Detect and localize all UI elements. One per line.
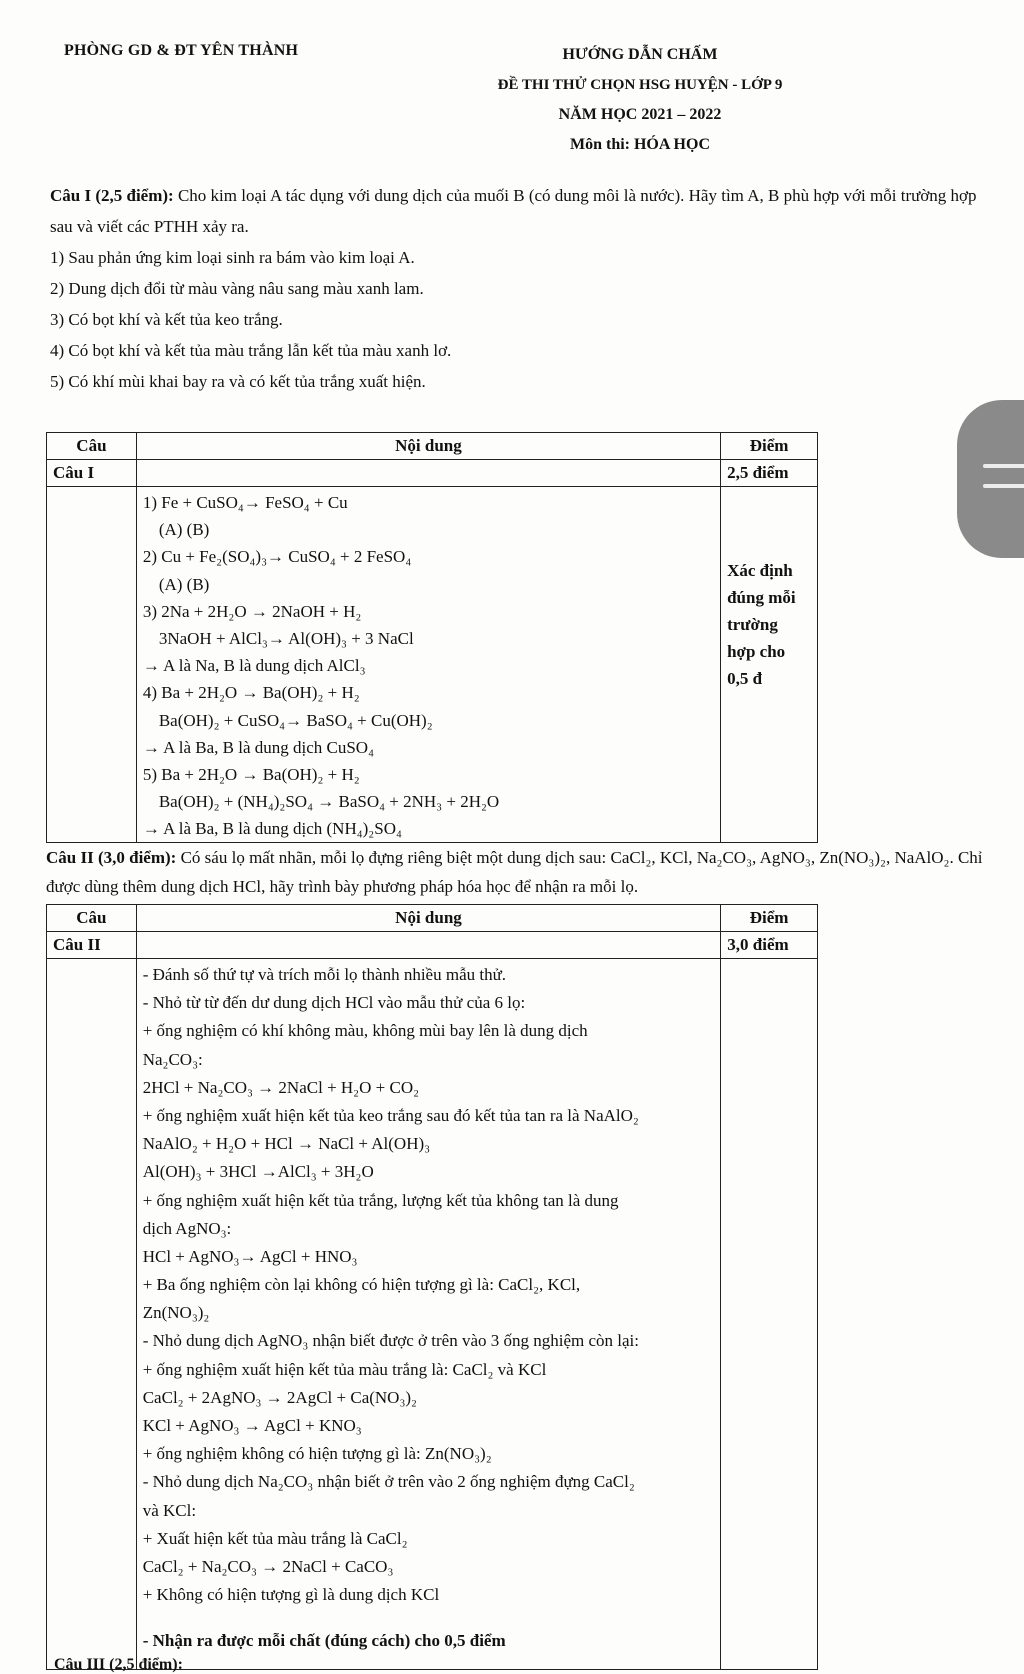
content-line: - Nhỏ từ từ đến dư dung dịch HCl vào mẫu thử của 6 lọ: xyxy=(142,993,526,1013)
content-line: Na₂CO₃: xyxy=(142,1049,203,1069)
content-line: 3) 2Na + 2H₂O → 2NaOH + H₂ xyxy=(142,601,362,621)
content-line: + ống nghiệm xuất hiện kết tủa trắng, lượng kết tủa không tan là dung xyxy=(142,1190,619,1210)
points-note-line: 0,5 đ xyxy=(727,669,763,688)
content-line: + ống nghiệm không có hiện tượng gì là: Zn(NO₃)₂ xyxy=(142,1444,492,1464)
content-line: + Ba ống nghiệm còn lại không có hiện tượng gì là: CaCl₂, KCl, xyxy=(142,1275,581,1295)
content-line: 3NaOH + AlCl₃→ Al(OH)₃ + 3 NaCl xyxy=(158,628,414,648)
col-header-diem: Điểm xyxy=(721,433,818,460)
content-line: và KCl: xyxy=(142,1500,197,1520)
question-1-item: 3) Có bọt khí và kết tủa keo trắng. xyxy=(50,310,283,329)
content-line: (A) (B) xyxy=(158,574,210,594)
content-line: 1) Fe + CuSO₄→ FeSO₄ + Cu xyxy=(142,493,348,512)
row-points: 2,5 điểm xyxy=(721,460,818,487)
exam-title-block xyxy=(400,40,880,160)
school-name: PHÒNG GD & ĐT YÊN THÀNH xyxy=(64,42,299,59)
content-line: CaCl₂ + 2AgNO₃ → 2AgCl + Ca(NO₃)₂ xyxy=(142,1387,417,1407)
handle-grip-icon xyxy=(983,464,1024,468)
school-year: NĂM HỌC 2021 – 2022 xyxy=(558,106,722,123)
content-line: - Nhỏ dung dịch Na₂CO₃ nhận biết ở trên vào 2 ống nghiệm đựng CaCl₂ xyxy=(142,1472,635,1492)
content-line: 2) Cu + Fe₂(SO₄)₃→ CuSO₄ + 2 FeSO₄ xyxy=(142,547,412,567)
question-1-label: Câu I (2,5 điểm): xyxy=(50,186,174,205)
question-1-item: 4) Có bọt khí và kết tủa màu trắng lẫn kết tủa màu xanh lơ. xyxy=(50,341,452,360)
content-line: Al(OH)₃ + 3HCl →AlCl₃ + 3H₂O xyxy=(142,1162,374,1182)
content-line: → A là Na, B là dung dịch AlCl₃ xyxy=(142,656,366,676)
answer-content-1 xyxy=(136,487,720,843)
content-line: Zn(NO₃)₂ xyxy=(142,1303,210,1323)
points-note-line: đúng mỗi xyxy=(727,588,796,607)
content-line: 5) Ba + 2H₂O → Ba(OH)₂ + H₂ xyxy=(142,764,360,784)
row-label: Câu I xyxy=(47,460,137,487)
next-question-label: Câu III (2,5 điểm): xyxy=(54,1656,183,1673)
content-line: 4) Ba + 2H₂O → Ba(OH)₂ + H₂ xyxy=(142,683,360,703)
content-line: Ba(OH)₂ + CuSO₄→ BaSO₄ + Cu(OH)₂ xyxy=(158,710,433,730)
content-line: CaCl₂ + Na₂CO₃ → 2NaCl + CaCO₃ xyxy=(142,1556,394,1576)
question-1-item: 1) Sau phản ứng kim loại sinh ra bám vào kim loại A. xyxy=(50,248,415,267)
question-2 xyxy=(46,843,1006,901)
exam-name: ĐỀ THI THỬ CHỌN HSG HUYỆN - LỚP 9 xyxy=(497,77,783,93)
points-note-line: hợp cho xyxy=(727,642,786,661)
content-line: HCl + AgNO₃→ AgCl + HNO₃ xyxy=(142,1246,358,1266)
subject: Môn thi: HÓA HỌC xyxy=(569,136,710,153)
row-label: Câu II xyxy=(47,932,137,959)
content-line: NaAlO₂ + H₂O + HCl → NaCl + Al(OH)₃ xyxy=(142,1134,431,1154)
answer-table-2 xyxy=(46,904,818,1670)
question-2-label: Câu II (3,0 điểm): xyxy=(46,848,177,867)
scoring-note: - Nhận ra được mỗi chất (đúng cách) cho 0,5 điểm xyxy=(142,1631,506,1651)
content-line: (A) (B) xyxy=(158,520,210,540)
points-note xyxy=(721,487,818,843)
content-line: Ba(OH)₂ + (NH₄)₂SO₄ → BaSO₄ + 2NH₃ + 2H₂O xyxy=(158,792,500,812)
question-1-text: Cho kim loại A tác dụng với dung dịch của muối B (có dung môi là nước). Hãy tìm A, B phù hợp với mỗi trường hợp sau và viết các PTHH xảy ra. xyxy=(50,186,977,236)
guide-title: HƯỚNG DẪN CHẤM xyxy=(562,46,718,63)
col-header-cau: Câu xyxy=(47,433,137,460)
content-line: → A là Ba, B là dung dịch CuSO₄ xyxy=(142,737,375,757)
question-1 xyxy=(50,180,985,397)
side-panel-handle[interactable] xyxy=(957,400,1024,558)
content-line: + ống nghiệm xuất hiện kết tủa màu trắng là: CaCl₂ và KCl xyxy=(142,1359,547,1379)
col-header-noi-dung: Nội dung xyxy=(136,905,721,932)
question-1-item: 5) Có khí mùi khai bay ra và có kết tủa trắng xuất hiện. xyxy=(50,372,426,391)
answer-table-1 xyxy=(46,432,818,843)
question-2-text: Có sáu lọ mất nhãn, mỗi lọ đựng riêng biệt một dung dịch sau: CaCl₂, KCl, Na₂CO₃, AgNO₃, Zn(NO₃)₂, NaAlO₂. Chỉ được dùng thêm dung dịch HCl, hãy trình bày phương pháp hóa học để nhận ra mỗi lọ. xyxy=(46,848,983,896)
content-line: - Đánh số thứ tự và trích mỗi lọ thành nhiều mẫu thử. xyxy=(142,965,507,984)
answer-content-2 xyxy=(136,959,721,1670)
content-line: 2HCl + Na₂CO₃ → 2NaCl + H₂O + CO₂ xyxy=(142,1077,420,1097)
content-line: + ống nghiệm có khí không màu, không mùi bay lên là dung dịch xyxy=(142,1021,588,1041)
content-line: → A là Ba, B là dung dịch (NH₄)₂SO₄ xyxy=(142,819,402,839)
content-line: KCl + AgNO₃ → AgCl + KNO₃ xyxy=(142,1416,362,1435)
col-header-diem: Điểm xyxy=(721,905,818,932)
handle-grip-icon xyxy=(983,484,1024,488)
row-points: 3,0 điểm xyxy=(721,932,818,959)
content-line: + Xuất hiện kết tủa màu trắng là CaCl₂ xyxy=(142,1528,408,1548)
col-header-noi-dung: Nội dung xyxy=(136,433,720,460)
col-header-cau: Câu xyxy=(47,905,137,932)
question-1-item: 2) Dung dịch đổi từ màu vàng nâu sang màu xanh lam. xyxy=(50,279,424,298)
content-line: dịch AgNO₃: xyxy=(142,1218,232,1238)
content-line: - Nhỏ dung dịch AgNO₃ nhận biết được ở trên vào 3 ống nghiệm còn lại: xyxy=(142,1331,639,1351)
points-note-line: trường xyxy=(727,615,778,634)
content-line: + Không có hiện tượng gì là dung dịch KCl xyxy=(142,1585,440,1605)
content-line: + ống nghiệm xuất hiện kết tủa keo trắng sau đó kết tủa tan ra là NaAlO₂ xyxy=(142,1105,639,1125)
points-note-line: Xác định xyxy=(727,561,793,580)
